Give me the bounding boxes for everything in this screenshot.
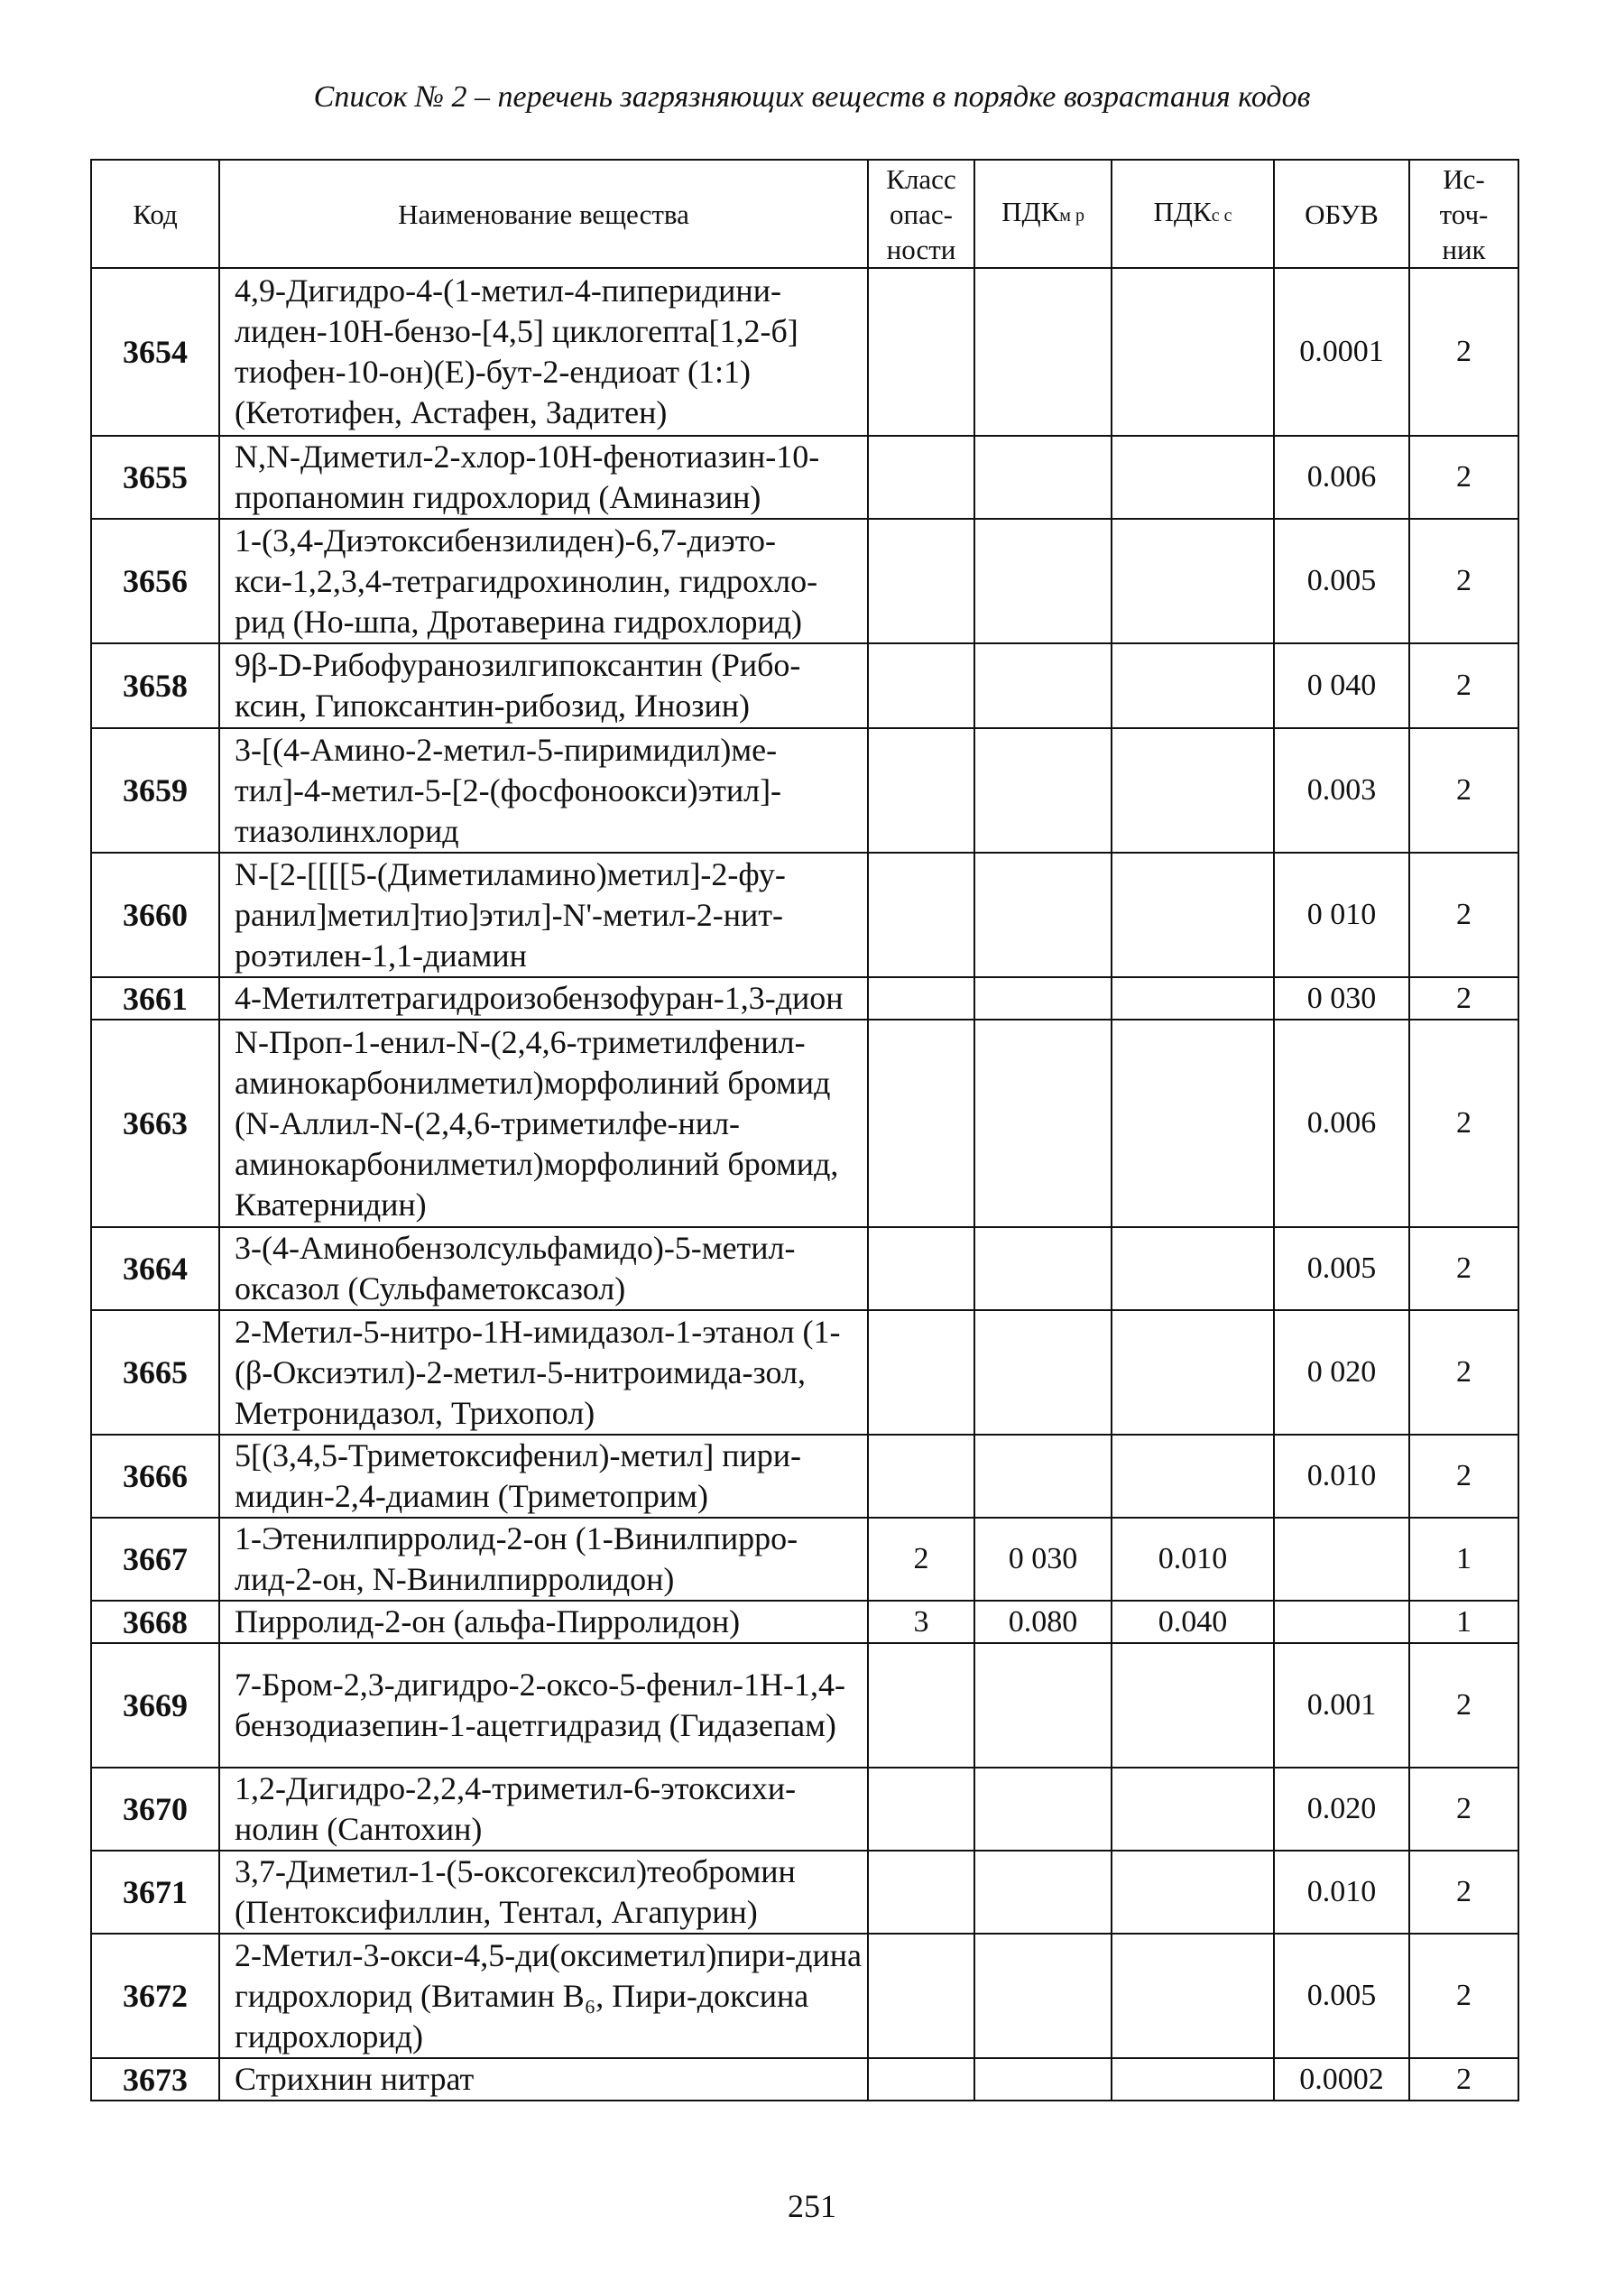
cell-name: 3-[(4-Амино-2-метил-5-пиримидил)ме-тил]-4-метил-5-[2-(фосфоноокси)этил]-тиазолинхлорид <box>219 728 868 853</box>
cell-source: 2 <box>1409 519 1518 643</box>
table-row <box>91 268 1518 436</box>
cell-code: 3668 <box>91 1601 219 1643</box>
cell-pdk-mr <box>974 643 1112 728</box>
cell-pdk-ss <box>1112 268 1274 436</box>
cell-hazard-class <box>868 1768 974 1851</box>
header-name: Наименование вещества <box>219 160 868 268</box>
cell-pdk-ss <box>1112 977 1274 1020</box>
cell-obuv: 0.001 <box>1274 1643 1409 1768</box>
header-pdk-ss: ПДКс с <box>1112 160 1274 268</box>
header-code: Код <box>91 160 219 268</box>
cell-source: 2 <box>1409 1435 1518 1518</box>
table-row <box>91 1851 1518 1934</box>
cell-pdk-mr: 0 030 <box>974 1518 1112 1601</box>
cell-obuv: 0.005 <box>1274 1227 1409 1310</box>
table-row <box>91 1435 1518 1518</box>
cell-name: 2-Метил-3-окси-4,5-ди(оксиметил)пири-дина гидрохлорид (Витамин В₆, Пири-доксина гидрохлорид) <box>219 1934 868 2058</box>
page-title: Список № 2 – перечень загрязняющих веществ в порядке возрастания кодов <box>313 80 1311 114</box>
cell-obuv: 0 030 <box>1274 977 1409 1020</box>
cell-obuv: 0.0001 <box>1274 268 1409 436</box>
table-row <box>91 1227 1518 1310</box>
table-row <box>91 1020 1518 1227</box>
cell-source: 2 <box>1409 1643 1518 1768</box>
cell-code: 3663 <box>91 1020 219 1227</box>
cell-pdk-mr <box>974 728 1112 853</box>
table-row <box>91 1768 1518 1851</box>
table-row <box>91 853 1518 977</box>
cell-code: 3656 <box>91 519 219 643</box>
cell-code: 3671 <box>91 1851 219 1934</box>
cell-pdk-mr: 0.080 <box>974 1601 1112 1643</box>
cell-source: 2 <box>1409 1934 1518 2058</box>
cell-hazard-class <box>868 977 974 1020</box>
cell-pdk-ss <box>1112 1435 1274 1518</box>
cell-hazard-class <box>868 1435 974 1518</box>
cell-name: 4,9-Дигидро-4-(1-метил-4-пиперидини-лиден-10Н-бензо-[4,5] циклогепта[1,2-б] тиофен-10-он)(Е)-бут-2-ендиоат (1:1) (Кетотифен, Астафен, Задитен) <box>219 268 868 436</box>
cell-obuv: 0.010 <box>1274 1435 1409 1518</box>
cell-pdk-ss <box>1112 2058 1274 2101</box>
cell-obuv: 0.006 <box>1274 436 1409 519</box>
cell-source: 2 <box>1409 436 1518 519</box>
cell-pdk-mr <box>974 1435 1112 1518</box>
cell-source: 2 <box>1409 1020 1518 1227</box>
cell-pdk-mr <box>974 519 1112 643</box>
cell-hazard-class: 3 <box>868 1601 974 1643</box>
cell-pdk-mr <box>974 1643 1112 1768</box>
cell-pdk-mr <box>974 1310 1112 1435</box>
cell-name: 1-Этенилпирролид-2-он (1-Винилпирро-лид-2-он, N-Винилпирролидон) <box>219 1518 868 1601</box>
cell-obuv: 0 020 <box>1274 1310 1409 1435</box>
cell-pdk-ss: 0.040 <box>1112 1601 1274 1643</box>
cell-pdk-ss <box>1112 728 1274 853</box>
cell-hazard-class <box>868 1934 974 2058</box>
cell-hazard-class <box>868 1020 974 1227</box>
table-row <box>91 519 1518 643</box>
header-obuv: ОБУВ <box>1274 160 1409 268</box>
cell-source: 2 <box>1409 1768 1518 1851</box>
cell-source: 1 <box>1409 1518 1518 1601</box>
cell-source: 2 <box>1409 268 1518 436</box>
cell-pdk-ss <box>1112 1851 1274 1934</box>
cell-name: 7-Бром-2,3-дигидро-2-оксо-5-фенил-1Н-1,4-бензодиазепин-1-ацетгидразид (Гидазепам) <box>219 1643 868 1768</box>
cell-pdk-mr <box>974 1934 1112 2058</box>
cell-pdk-ss <box>1112 643 1274 728</box>
cell-pdk-mr <box>974 268 1112 436</box>
cell-source: 2 <box>1409 1310 1518 1435</box>
cell-source: 2 <box>1409 643 1518 728</box>
cell-code: 3658 <box>91 643 219 728</box>
table-row <box>91 1643 1518 1768</box>
table-row <box>91 2058 1518 2101</box>
cell-obuv: 0.010 <box>1274 1851 1409 1934</box>
cell-code: 3666 <box>91 1435 219 1518</box>
cell-pdk-mr <box>974 436 1112 519</box>
table-row <box>91 1310 1518 1435</box>
cell-name: 9β-D-Рибофуранозилгипоксантин (Рибо-ксин, Гипоксантин-рибозид, Инозин) <box>219 643 868 728</box>
cell-source: 2 <box>1409 1227 1518 1310</box>
table-header-row <box>91 160 1518 268</box>
cell-name: 5[(3,4,5-Триметоксифенил)-метил] пири-мидин-2,4-диамин (Триметоприм) <box>219 1435 868 1518</box>
cell-code: 3660 <box>91 853 219 977</box>
cell-code: 3664 <box>91 1227 219 1310</box>
cell-hazard-class <box>868 1643 974 1768</box>
cell-hazard-class <box>868 1851 974 1934</box>
cell-hazard-class <box>868 728 974 853</box>
cell-hazard-class <box>868 643 974 728</box>
table-row <box>91 1518 1518 1601</box>
cell-code: 3665 <box>91 1310 219 1435</box>
cell-name: 1-(3,4-Диэтоксибензилиден)-6,7-диэто-кси-1,2,3,4-тетрагидрохинолин, гидрохло-рид (Но-шпа, Дротаверина гидрохлорид) <box>219 519 868 643</box>
cell-source: 1 <box>1409 1601 1518 1643</box>
cell-pdk-mr <box>974 1227 1112 1310</box>
cell-code: 3669 <box>91 1643 219 1768</box>
cell-obuv: 0 040 <box>1274 643 1409 728</box>
cell-pdk-ss <box>1112 853 1274 977</box>
cell-pdk-ss <box>1112 1020 1274 1227</box>
cell-obuv: 0.020 <box>1274 1768 1409 1851</box>
cell-pdk-ss <box>1112 436 1274 519</box>
cell-hazard-class <box>868 436 974 519</box>
cell-obuv <box>1274 1518 1409 1601</box>
cell-code: 3654 <box>91 268 219 436</box>
cell-obuv <box>1274 1601 1409 1643</box>
header-hazard-class: Класс опас- ности <box>868 160 974 268</box>
cell-hazard-class <box>868 519 974 643</box>
cell-pdk-mr <box>974 853 1112 977</box>
cell-pdk-ss <box>1112 1227 1274 1310</box>
cell-obuv: 0.005 <box>1274 1934 1409 2058</box>
cell-code: 3661 <box>91 977 219 1020</box>
cell-name: N-[2-[[[[5-(Диметиламино)метил]-2-фу-ранил]метил]тио]этил]-N'-метил-2-нит-роэтилен-1,1-диамин <box>219 853 868 977</box>
table-row <box>91 436 1518 519</box>
table-row <box>91 977 1518 1020</box>
cell-hazard-class <box>868 1227 974 1310</box>
table-row <box>91 643 1518 728</box>
cell-pdk-mr <box>974 1020 1112 1227</box>
cell-hazard-class: 2 <box>868 1518 974 1601</box>
cell-code: 3672 <box>91 1934 219 2058</box>
cell-code: 3667 <box>91 1518 219 1601</box>
cell-code: 3673 <box>91 2058 219 2101</box>
cell-name: Пирролид-2-он (альфа-Пирролидон) <box>219 1601 868 1643</box>
header-pdk-mr: ПДКм р <box>974 160 1112 268</box>
cell-hazard-class <box>868 1310 974 1435</box>
cell-name: 2-Метил-5-нитро-1Н-имидазол-1-этанол (1-(β-Оксиэтил)-2-метил-5-нитроимида-зол, Метронидазол, Трихопол) <box>219 1310 868 1435</box>
page-number: 251 <box>788 2188 836 2224</box>
cell-obuv: 0.0002 <box>1274 2058 1409 2101</box>
cell-name: Стрихнин нитрат <box>219 2058 868 2101</box>
cell-pdk-ss: 0.010 <box>1112 1518 1274 1601</box>
cell-source: 2 <box>1409 977 1518 1020</box>
cell-name: 1,2-Дигидро-2,2,4-триметил-6-этоксихи-нолин (Сантохин) <box>219 1768 868 1851</box>
cell-pdk-mr <box>974 1851 1112 1934</box>
cell-source: 2 <box>1409 853 1518 977</box>
substances-table <box>90 159 1519 2101</box>
cell-name: 3-(4-Аминобензолсульфамидо)-5-метил-оксазол (Сульфаметоксазол) <box>219 1227 868 1310</box>
cell-source: 2 <box>1409 1851 1518 1934</box>
cell-pdk-mr <box>974 2058 1112 2101</box>
cell-pdk-mr <box>974 1768 1112 1851</box>
cell-obuv: 0.006 <box>1274 1020 1409 1227</box>
table-row <box>91 1601 1518 1643</box>
cell-hazard-class <box>868 2058 974 2101</box>
cell-pdk-ss <box>1112 1768 1274 1851</box>
cell-name: 4-Метилтетрагидроизобензофуран-1,3-дион <box>219 977 868 1020</box>
table-row <box>91 728 1518 853</box>
cell-name: N,N-Диметил-2-хлор-10Н-фенотиазин-10-пропаномин гидрохлорид (Аминазин) <box>219 436 868 519</box>
cell-source: 2 <box>1409 2058 1518 2101</box>
table-row <box>91 1934 1518 2058</box>
cell-obuv: 0 010 <box>1274 853 1409 977</box>
cell-pdk-ss <box>1112 519 1274 643</box>
cell-pdk-mr <box>974 977 1112 1020</box>
cell-code: 3670 <box>91 1768 219 1851</box>
cell-name: 3,7-Диметил-1-(5-оксогексил)теобромин (Пентоксифиллин, Тентал, Агапурин) <box>219 1851 868 1934</box>
cell-pdk-ss <box>1112 1643 1274 1768</box>
cell-hazard-class <box>868 268 974 436</box>
cell-code: 3659 <box>91 728 219 853</box>
cell-code: 3655 <box>91 436 219 519</box>
header-source: Ис- точ- ник <box>1409 160 1518 268</box>
cell-pdk-ss <box>1112 1310 1274 1435</box>
cell-obuv: 0.003 <box>1274 728 1409 853</box>
cell-obuv: 0.005 <box>1274 519 1409 643</box>
cell-name: N-Проп-1-енил-N-(2,4,6-триметилфенил-аминокарбонилметил)морфолиний бромид (N-Аллил-N-(2,4,6-триметилфе-нил-аминокарбонилметил)морфолиний бромид, Кватернидин) <box>219 1020 868 1227</box>
cell-pdk-ss <box>1112 1934 1274 2058</box>
cell-hazard-class <box>868 853 974 977</box>
cell-source: 2 <box>1409 728 1518 853</box>
